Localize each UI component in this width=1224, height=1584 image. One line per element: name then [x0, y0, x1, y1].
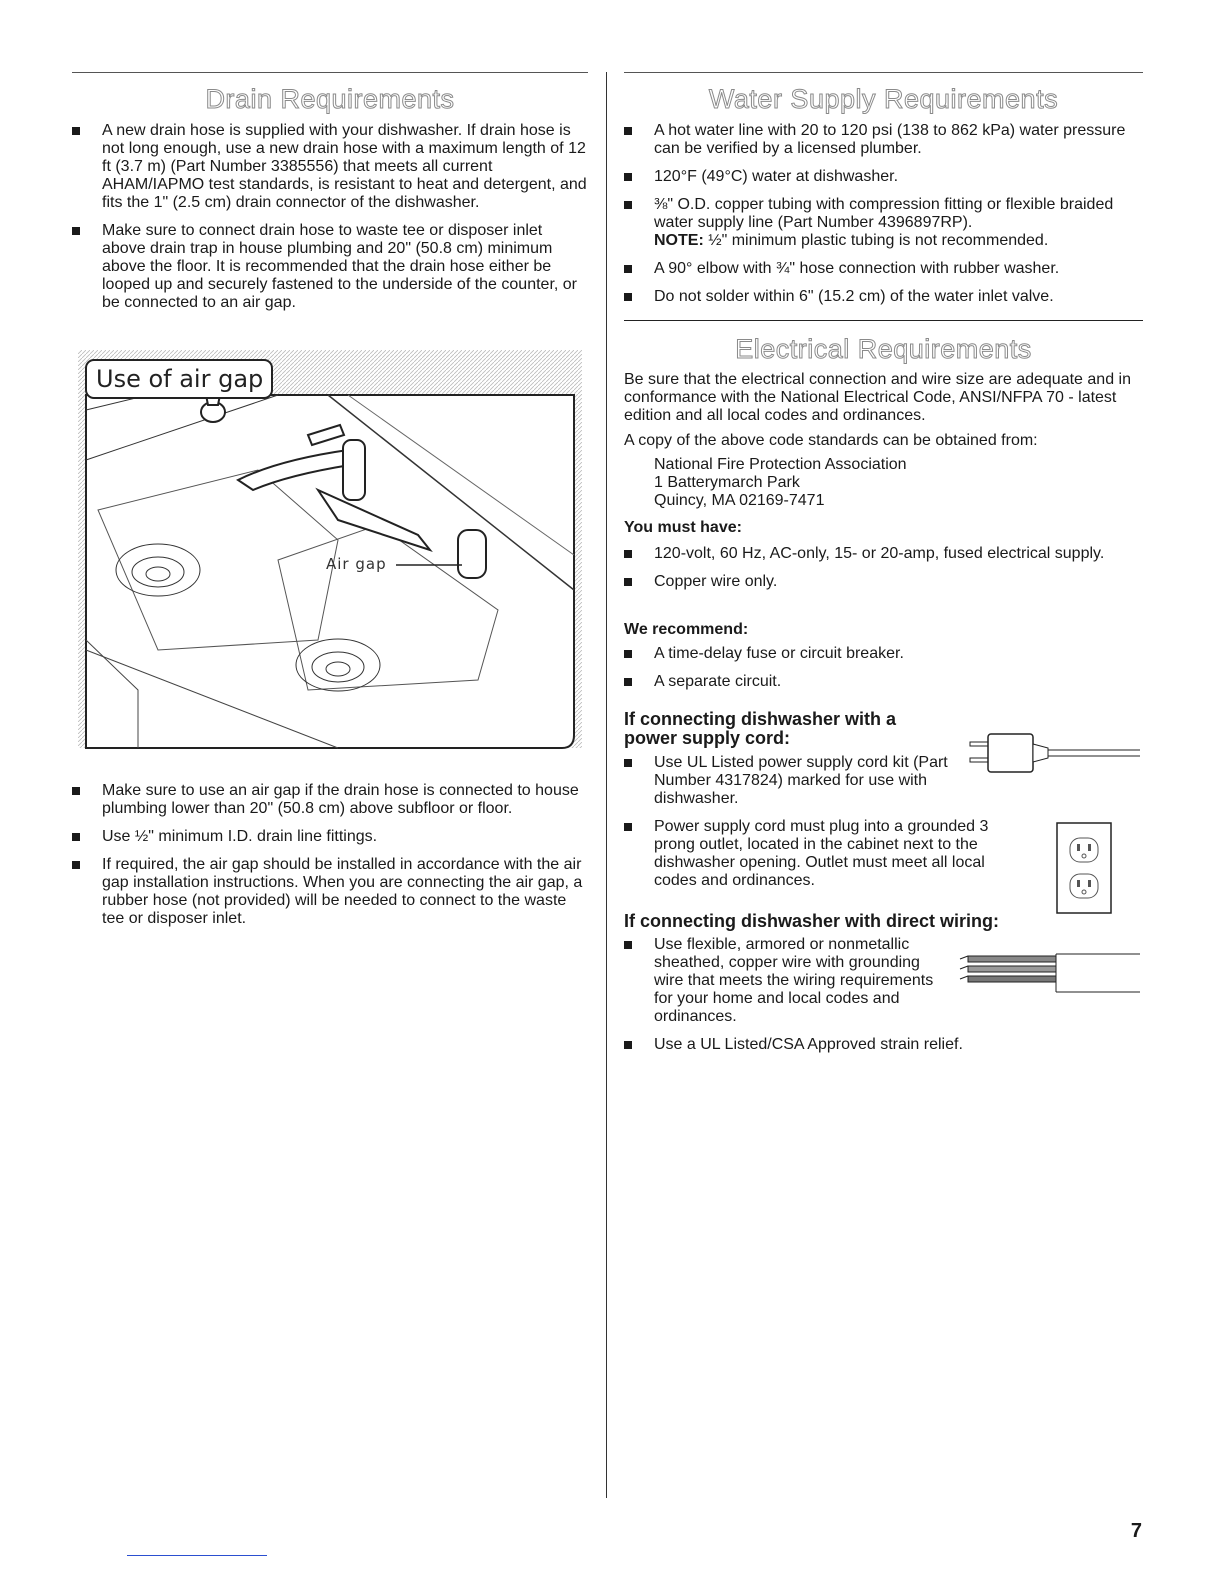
recommend-bullets — [624, 645, 1143, 701]
note-label: NOTE: — [654, 232, 704, 249]
direct-wiring-heading: If connecting dishwasher with direct wiring: — [624, 911, 1000, 931]
list-item: If required, the air gap should be installed in accordance with the air gap installation instructions. When you are connecting the air gap, a rubber hose (not provided) will be needed to connect to the waste tee or disposer inlet. — [72, 856, 588, 928]
list-item: A new drain hose is supplied with your dishwasher. If drain hose is not long enough, use a new drain hose with a maximum length of 12 ft (3.7 m) (Part Number 3385556) that meets all current AHAM/IAPMO test standards, is resistant to heat and detergent, and fits the 1" (2.5 cm) drain connector of the dishwasher. — [72, 122, 588, 212]
electrical-title: Electrical Requirements — [735, 334, 1032, 364]
address-line: 1 Batterymarch Park — [654, 474, 800, 491]
wire-drawing — [958, 952, 1143, 1000]
list-item: A time-delay fuse or circuit breaker. — [624, 645, 1143, 663]
list-item-text: ⅜" O.D. copper tubing with compression fitting or flexible braided water supply line (Part Number 4396897RP). — [654, 196, 1114, 231]
list-item: A separate circuit. — [624, 673, 1143, 691]
note-text: ½" minimum plastic tubing is not recommended. — [703, 232, 1049, 249]
wire-illustration — [958, 952, 1143, 1000]
cord-heading: If connecting dishwasher with a power supply cord: — [624, 709, 897, 748]
electrical-intro: Be sure that the electrical connection and wire size are adequate and in conformance with the National Electrical Code, ANSI/NFPA 70 - latest edition and all local codes and ordinances. — [624, 371, 1131, 424]
sink-drawing — [78, 350, 584, 750]
recommend-heading: We recommend: — [624, 621, 749, 638]
electrical-copy-from: A copy of the above code standards can be obtained from: — [624, 432, 1038, 449]
plug-drawing — [968, 732, 1143, 777]
outlet-illustration — [1056, 822, 1112, 914]
figure-title: Use of air gap — [96, 365, 264, 393]
list-item: Use a UL Listed/CSA Approved strain relief. — [624, 1036, 1143, 1054]
must-have-bullets — [624, 545, 1143, 601]
electrical-top-rule — [624, 320, 1143, 321]
drain-top-rule — [72, 72, 588, 73]
list-item: Copper wire only. — [624, 573, 1143, 591]
water-top-rule — [624, 72, 1143, 73]
drain-title: Drain Requirements — [205, 84, 455, 114]
address-block — [654, 456, 1143, 510]
address-line: National Fire Protection Association — [654, 456, 907, 473]
drain-bullets-bottom — [72, 782, 588, 938]
air-gap-cap — [458, 530, 486, 578]
address-line: Quincy, MA 02169-7471 — [654, 492, 825, 509]
air-gap-illustration — [78, 350, 584, 750]
drain-bullets-top — [72, 122, 588, 322]
list-item: Use UL Listed power supply cord kit (Part Number 4317824) marked for use with dishwasher. — [624, 754, 954, 808]
water-title: Water Supply Requirements — [708, 84, 1059, 114]
air-gap-label: Air gap — [326, 555, 387, 573]
list-item: A hot water line with 20 to 120 psi (138 to 862 kPa) water pressure can be verified by a licensed plumber. — [624, 122, 1143, 158]
column-divider — [606, 72, 607, 1498]
list-item: 120°F (49°C) water at dishwasher. — [624, 168, 1143, 186]
list-item: Make sure to connect drain hose to waste tee or disposer inlet above drain trap in house plumbing and 20" (50.8 cm) minimum above the floor. It is recommended that the drain hose either be looped up and securely fastened to the underside of the counter, or be connected to an air gap. — [72, 222, 588, 312]
list-item: Use ½" minimum I.D. drain line fittings. — [72, 828, 588, 846]
bottom-link-line — [127, 1555, 267, 1556]
list-item: Use flexible, armored or nonmetallic sheathed, copper wire with grounding wire that meets the wiring requirements for your home and local codes and ordinances. — [624, 936, 934, 1026]
water-bullets — [624, 122, 1143, 316]
power-cord-illustration — [968, 732, 1143, 777]
outlet-drawing — [1056, 822, 1112, 914]
list-item: 120-volt, 60 Hz, AC-only, 15- or 20-amp, fused electrical supply. — [624, 545, 1143, 563]
cord-bullets — [624, 754, 1024, 900]
page-number: 7 — [1130, 1520, 1142, 1542]
list-item: Do not solder within 6" (15.2 cm) of the water inlet valve. — [624, 288, 1143, 306]
list-item: A 90° elbow with ¾" hose connection with rubber washer. — [624, 260, 1143, 278]
list-item: Make sure to use an air gap if the drain hose is connected to house plumbing lower than 20" (50.8 cm) above subfloor or floor. — [72, 782, 588, 818]
list-item — [624, 196, 1143, 250]
must-have-heading: You must have: — [624, 519, 742, 536]
list-item: Power supply cord must plug into a grounded 3 prong outlet, located in the cabinet next to the dishwasher opening. Outlet must meet all local codes and ordinances. — [624, 818, 1024, 890]
